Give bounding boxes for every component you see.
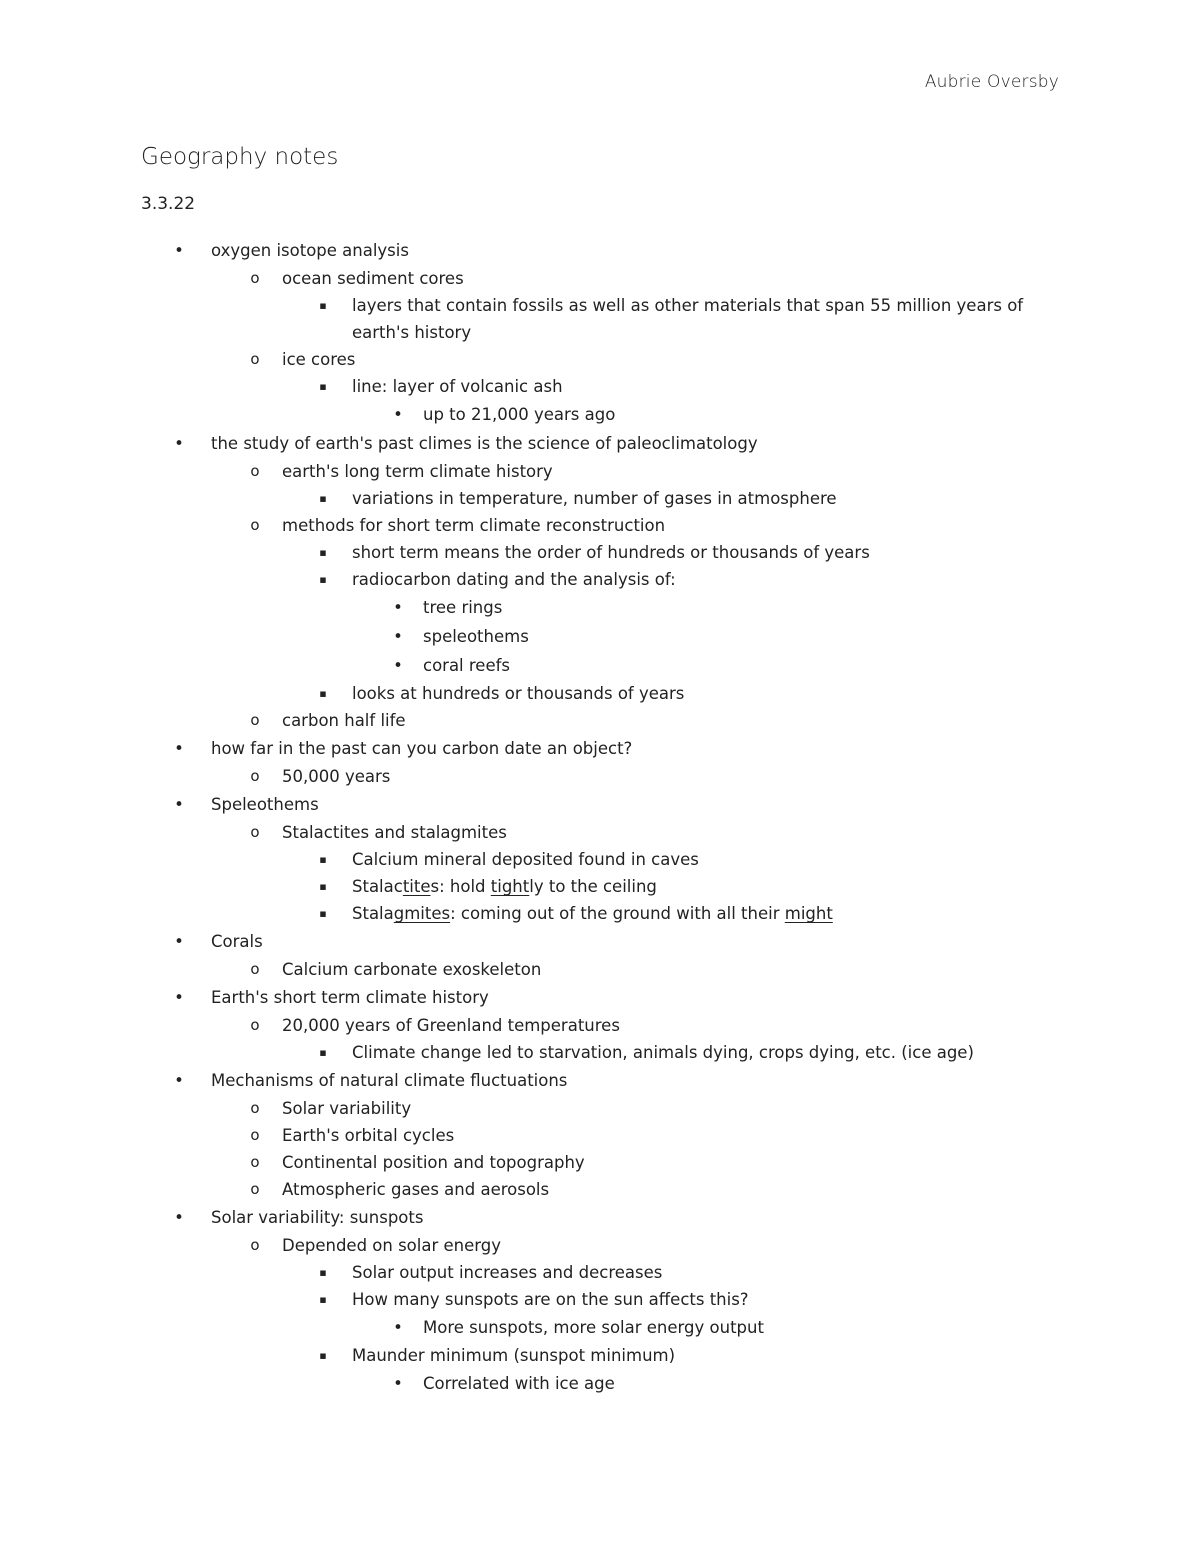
note-item-level-2 <box>0 1039 1200 1066</box>
bullet-icon: ▪ <box>319 573 327 586</box>
note-text: ice cores <box>282 350 356 369</box>
note-item-level-1 <box>0 1095 1200 1122</box>
note-text: Climate change led to starvation, animals dying, crops dying, etc. (ice age) <box>352 1043 974 1062</box>
note-item-level-2 <box>0 900 1200 927</box>
note-text: Atmospheric gases and aerosols <box>282 1180 550 1199</box>
note-item-level-2 <box>0 680 1200 707</box>
note-text: Continental position and topography <box>282 1153 585 1172</box>
document-date: 3.3.22 <box>141 194 196 214</box>
bullet-icon: o <box>250 1180 260 1198</box>
note-item-level-0 <box>0 927 1200 956</box>
bullet-icon: o <box>250 823 260 841</box>
note-text: methods for short term climate reconstruction <box>282 516 666 535</box>
note-item-level-1 <box>0 819 1200 846</box>
bullet-icon: • <box>174 988 184 1007</box>
note-text-part: s: hold <box>430 877 491 896</box>
note-item-level-0 <box>0 429 1200 458</box>
note-text: earth's long term climate history <box>282 462 553 481</box>
bullet-icon: o <box>250 1153 260 1171</box>
note-text: How many sunspots are on the sun affects this? <box>352 1290 749 1309</box>
note-item-level-1 <box>0 707 1200 734</box>
bullet-icon: o <box>250 516 260 534</box>
note-text: 50,000 years <box>282 767 391 786</box>
bullet-icon: • <box>393 598 403 617</box>
note-text: how far in the past can you carbon date an object? <box>211 739 633 758</box>
note-item-level-1 <box>0 265 1200 292</box>
underlined-text: tite <box>402 877 431 896</box>
note-item-level-0 <box>0 790 1200 819</box>
bullet-icon: ▪ <box>319 299 327 312</box>
note-item-level-1 <box>0 512 1200 539</box>
underlined-text: tight <box>490 877 530 896</box>
note-text: tree rings <box>423 598 503 617</box>
note-text: More sunspots, more solar energy output <box>423 1318 764 1337</box>
note-text: line: layer of volcanic ash <box>352 377 563 396</box>
bullet-icon: ▪ <box>319 380 327 393</box>
bullet-icon: ▪ <box>319 880 327 893</box>
bullet-icon: ▪ <box>319 907 327 920</box>
bullet-icon: o <box>250 1016 260 1034</box>
bullet-icon: o <box>250 1236 260 1254</box>
note-text: layers that contain fossils as well as other materials that span 55 million years of earth's history <box>352 296 1024 342</box>
note-item-level-0 <box>0 236 1200 265</box>
note-text: up to 21,000 years ago <box>423 405 616 424</box>
note-item-level-0 <box>0 734 1200 763</box>
note-item-level-2 <box>0 373 1200 400</box>
note-text: Solar variability: sunspots <box>211 1208 424 1227</box>
note-text-part: Stalac <box>352 877 403 896</box>
note-text-part: ly to the ceiling <box>529 877 657 896</box>
underlined-text: might <box>784 904 833 923</box>
document-title: Geography notes <box>141 144 339 170</box>
note-item-level-3 <box>0 1313 1200 1342</box>
note-item-level-1 <box>0 346 1200 373</box>
note-item-level-3 <box>0 593 1200 622</box>
note-text: Solar variability <box>282 1099 412 1118</box>
bullet-icon: ▪ <box>319 492 327 505</box>
note-item-level-3 <box>0 1369 1200 1398</box>
author-name: Aubrie Oversby <box>924 72 1059 92</box>
bullet-icon: o <box>250 350 260 368</box>
note-text: speleothems <box>423 627 529 646</box>
note-text: Earth's orbital cycles <box>282 1126 455 1145</box>
note-text: Maunder minimum (sunspot minimum) <box>352 1346 676 1365</box>
note-text-part: Stala <box>352 904 394 923</box>
note-item-level-3 <box>0 400 1200 429</box>
note-text: Stalactites and stalagmites <box>282 823 507 842</box>
notes-outline <box>0 236 1200 1398</box>
bullet-icon: o <box>250 462 260 480</box>
note-text: oxygen isotope analysis <box>211 241 409 260</box>
bullet-icon: • <box>393 656 403 675</box>
note-text: Earth's short term climate history <box>211 988 489 1007</box>
note-text: Speleothems <box>211 795 319 814</box>
note-item-level-3 <box>0 622 1200 651</box>
note-text: Calcium mineral deposited found in caves <box>352 850 699 869</box>
note-item-level-2 <box>0 485 1200 512</box>
bullet-icon: ▪ <box>319 1293 327 1306</box>
bullet-icon: ▪ <box>319 1349 327 1362</box>
note-item-level-1 <box>0 1176 1200 1203</box>
note-item-level-0 <box>0 1066 1200 1095</box>
bullet-icon: • <box>174 795 184 814</box>
note-item-level-1 <box>0 1232 1200 1259</box>
note-text: 20,000 years of Greenland temperatures <box>282 1016 620 1035</box>
note-item-level-3 <box>0 651 1200 680</box>
bullet-icon: • <box>393 1318 403 1337</box>
note-item-level-2 <box>0 1286 1200 1313</box>
bullet-icon: o <box>250 1099 260 1117</box>
bullet-icon: ▪ <box>319 1046 327 1059</box>
note-text: variations in temperature, number of gases in atmosphere <box>352 489 837 508</box>
bullet-icon: • <box>393 627 403 646</box>
note-text <box>352 900 1040 927</box>
note-item-level-1 <box>0 1122 1200 1149</box>
note-item-level-1 <box>0 458 1200 485</box>
note-item-level-2 <box>0 566 1200 593</box>
note-item-level-2 <box>0 292 1200 346</box>
note-item-level-1 <box>0 956 1200 983</box>
bullet-icon: ▪ <box>319 1266 327 1279</box>
bullet-icon: • <box>174 932 184 951</box>
note-item-level-0 <box>0 1203 1200 1232</box>
note-item-level-2 <box>0 1342 1200 1369</box>
bullet-icon: ▪ <box>319 853 327 866</box>
bullet-icon: • <box>393 405 403 424</box>
note-text-part: : coming out of the ground with all their <box>450 904 785 923</box>
bullet-icon: o <box>250 960 260 978</box>
bullet-icon: o <box>250 711 260 729</box>
note-text: carbon half life <box>282 711 406 730</box>
note-item-level-2 <box>0 873 1200 900</box>
note-text: Solar output increases and decreases <box>352 1263 663 1282</box>
note-text: coral reefs <box>423 656 511 675</box>
bullet-icon: o <box>250 767 260 785</box>
bullet-icon: • <box>174 739 184 758</box>
bullet-icon: o <box>250 1126 260 1144</box>
underlined-text: gmites <box>393 904 451 923</box>
bullet-icon: • <box>393 1374 403 1393</box>
bullet-icon: • <box>174 434 184 453</box>
bullet-icon: o <box>250 269 260 287</box>
note-text <box>352 873 1040 900</box>
note-item-level-2 <box>0 846 1200 873</box>
bullet-icon: • <box>174 1071 184 1090</box>
note-text: Mechanisms of natural climate fluctuations <box>211 1071 568 1090</box>
note-item-level-2 <box>0 539 1200 566</box>
note-text: Depended on solar energy <box>282 1236 501 1255</box>
note-item-level-1 <box>0 1149 1200 1176</box>
note-text: looks at hundreds or thousands of years <box>352 684 685 703</box>
note-item-level-2 <box>0 1259 1200 1286</box>
note-text: radiocarbon dating and the analysis of: <box>352 570 676 589</box>
note-item-level-1 <box>0 763 1200 790</box>
note-text: ocean sediment cores <box>282 269 464 288</box>
bullet-icon: ▪ <box>319 546 327 559</box>
note-text: short term means the order of hundreds or thousands of years <box>352 543 870 562</box>
note-text: the study of earth's past climes is the science of paleoclimatology <box>211 434 758 453</box>
note-text: Corals <box>211 932 263 951</box>
bullet-icon: • <box>174 1208 184 1227</box>
note-item-level-1 <box>0 1012 1200 1039</box>
bullet-icon: ▪ <box>319 687 327 700</box>
note-text: Correlated with ice age <box>423 1374 615 1393</box>
note-text: Calcium carbonate exoskeleton <box>282 960 542 979</box>
note-item-level-0 <box>0 983 1200 1012</box>
bullet-icon: • <box>174 241 184 260</box>
